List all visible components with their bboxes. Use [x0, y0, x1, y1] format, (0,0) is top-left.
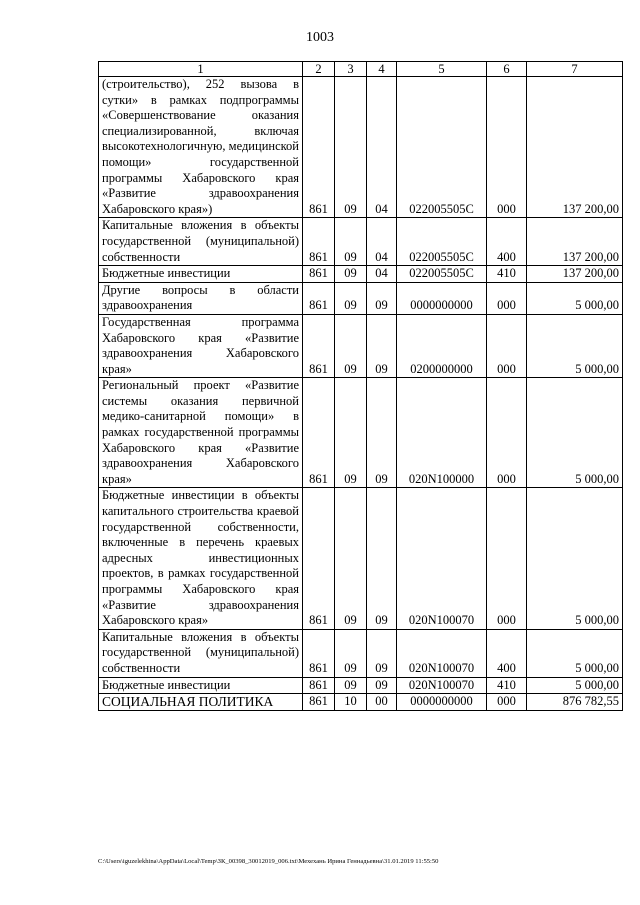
table-row — [99, 266, 623, 283]
table-row — [99, 378, 623, 488]
row-name-cell: Бюджетные инвестиции в объекты капитального строительства краевой государственной собственности, включенные в перечень краевых адресных инвестиционных проектов, в рамках государственной программы Хабаровского края «Развитие здравоохранения Хабаровского края» — [99, 488, 303, 629]
row-target-cell: 020N100070 — [397, 488, 487, 629]
row-target-cell: 022005505С — [397, 218, 487, 266]
header-cell: 3 — [335, 62, 367, 77]
row-subsection-cell: 04 — [367, 266, 397, 283]
row-target-cell: 0200000000 — [397, 314, 487, 377]
row-target-cell: 020N100000 — [397, 378, 487, 488]
table-header-row — [99, 62, 623, 77]
row-name-cell: Капитальные вложения в объекты государственной (муниципальной) собственности — [99, 629, 303, 677]
row-target-cell: 020N100070 — [397, 677, 487, 694]
row-target-cell: 020N100070 — [397, 629, 487, 677]
file-path-footer: C:\Users\iguzelekhina\AppData\Local\Temp\ЗК_00398_30012019_006.txt\Мехехань Ирина Геннадьевна\31.01.2019 11:55:50 — [98, 858, 439, 865]
row-subsection-cell: 04 — [367, 77, 397, 218]
header-cell: 1 — [99, 62, 303, 77]
row-name-cell: Региональный проект «Развитие системы оказания первичной медико-санитарной помощи» в рамках государственной программы Хабаровского края «Развитие здравоохранения Хабаровского края» — [99, 378, 303, 488]
row-amount-cell: 5 000,00 — [527, 488, 623, 629]
row-target-cell: 022005505С — [397, 266, 487, 283]
row-section-cell: 10 — [335, 694, 367, 711]
row-type-cell: 400 — [487, 218, 527, 266]
row-amount-cell: 137 200,00 — [527, 77, 623, 218]
header-cell: 4 — [367, 62, 397, 77]
row-section-cell: 09 — [335, 314, 367, 377]
row-name-cell: Капитальные вложения в объекты государственной (муниципальной) собственности — [99, 218, 303, 266]
row-name-cell: СОЦИАЛЬНАЯ ПОЛИТИКА — [99, 694, 303, 711]
header-cell: 7 — [527, 62, 623, 77]
row-name-cell: Государственная программа Хабаровского края «Развитие здравоохранения Хабаровского края» — [99, 314, 303, 377]
row-section-cell: 09 — [335, 218, 367, 266]
row-section-cell: 09 — [335, 77, 367, 218]
row-section-cell: 09 — [335, 677, 367, 694]
table-row — [99, 677, 623, 694]
row-section-cell: 09 — [335, 629, 367, 677]
row-type-cell: 000 — [487, 282, 527, 314]
table-body — [99, 62, 623, 711]
row-name-cell: Другие вопросы в области здравоохранения — [99, 282, 303, 314]
row-amount-cell: 5 000,00 — [527, 378, 623, 488]
row-section-cell: 09 — [335, 266, 367, 283]
row-ministry-cell: 861 — [303, 218, 335, 266]
row-amount-cell: 5 000,00 — [527, 629, 623, 677]
row-ministry-cell: 861 — [303, 282, 335, 314]
row-subsection-cell: 09 — [367, 677, 397, 694]
row-ministry-cell: 861 — [303, 677, 335, 694]
row-target-cell: 0000000000 — [397, 694, 487, 711]
row-subsection-cell: 00 — [367, 694, 397, 711]
header-cell: 5 — [397, 62, 487, 77]
row-ministry-cell: 861 — [303, 266, 335, 283]
row-type-cell: 410 — [487, 677, 527, 694]
row-section-cell: 09 — [335, 488, 367, 629]
row-amount-cell: 137 200,00 — [527, 218, 623, 266]
row-ministry-cell: 861 — [303, 488, 335, 629]
row-name-cell: Бюджетные инвестиции — [99, 266, 303, 283]
row-name-cell: Бюджетные инвестиции — [99, 677, 303, 694]
row-name-cell: (строительство), 252 вызова в сутки» в рамках подпрограммы «Совершенствование оказания специализированной, включая высокотехнологичную, медицинской помощи» государственной программы Хабаровского края «Развитие здравоохранения Хабаровского края») — [99, 77, 303, 218]
row-subsection-cell: 09 — [367, 629, 397, 677]
row-subsection-cell: 04 — [367, 218, 397, 266]
row-ministry-cell: 861 — [303, 378, 335, 488]
row-ministry-cell: 861 — [303, 314, 335, 377]
row-amount-cell: 137 200,00 — [527, 266, 623, 283]
row-target-cell: 0000000000 — [397, 282, 487, 314]
row-type-cell: 000 — [487, 378, 527, 488]
row-type-cell: 410 — [487, 266, 527, 283]
table-row — [99, 218, 623, 266]
row-type-cell: 000 — [487, 488, 527, 629]
table-row — [99, 629, 623, 677]
row-section-cell: 09 — [335, 282, 367, 314]
row-amount-cell: 5 000,00 — [527, 677, 623, 694]
row-subsection-cell: 09 — [367, 378, 397, 488]
row-subsection-cell: 09 — [367, 314, 397, 377]
table-row — [99, 282, 623, 314]
row-target-cell: 022005505С — [397, 77, 487, 218]
row-ministry-cell: 861 — [303, 694, 335, 711]
table-row — [99, 314, 623, 377]
header-cell: 6 — [487, 62, 527, 77]
row-subsection-cell: 09 — [367, 282, 397, 314]
row-amount-cell: 5 000,00 — [527, 282, 623, 314]
row-ministry-cell: 861 — [303, 629, 335, 677]
page-number: 1003 — [306, 30, 334, 45]
table-row — [99, 77, 623, 218]
row-amount-cell: 876 782,55 — [527, 694, 623, 711]
header-cell: 2 — [303, 62, 335, 77]
table-row — [99, 488, 623, 629]
table-row — [99, 694, 623, 711]
row-type-cell: 400 — [487, 629, 527, 677]
row-section-cell: 09 — [335, 378, 367, 488]
row-type-cell: 000 — [487, 314, 527, 377]
row-subsection-cell: 09 — [367, 488, 397, 629]
row-ministry-cell: 861 — [303, 77, 335, 218]
row-type-cell: 000 — [487, 77, 527, 218]
row-type-cell: 000 — [487, 694, 527, 711]
budget-table — [98, 61, 623, 711]
row-amount-cell: 5 000,00 — [527, 314, 623, 377]
